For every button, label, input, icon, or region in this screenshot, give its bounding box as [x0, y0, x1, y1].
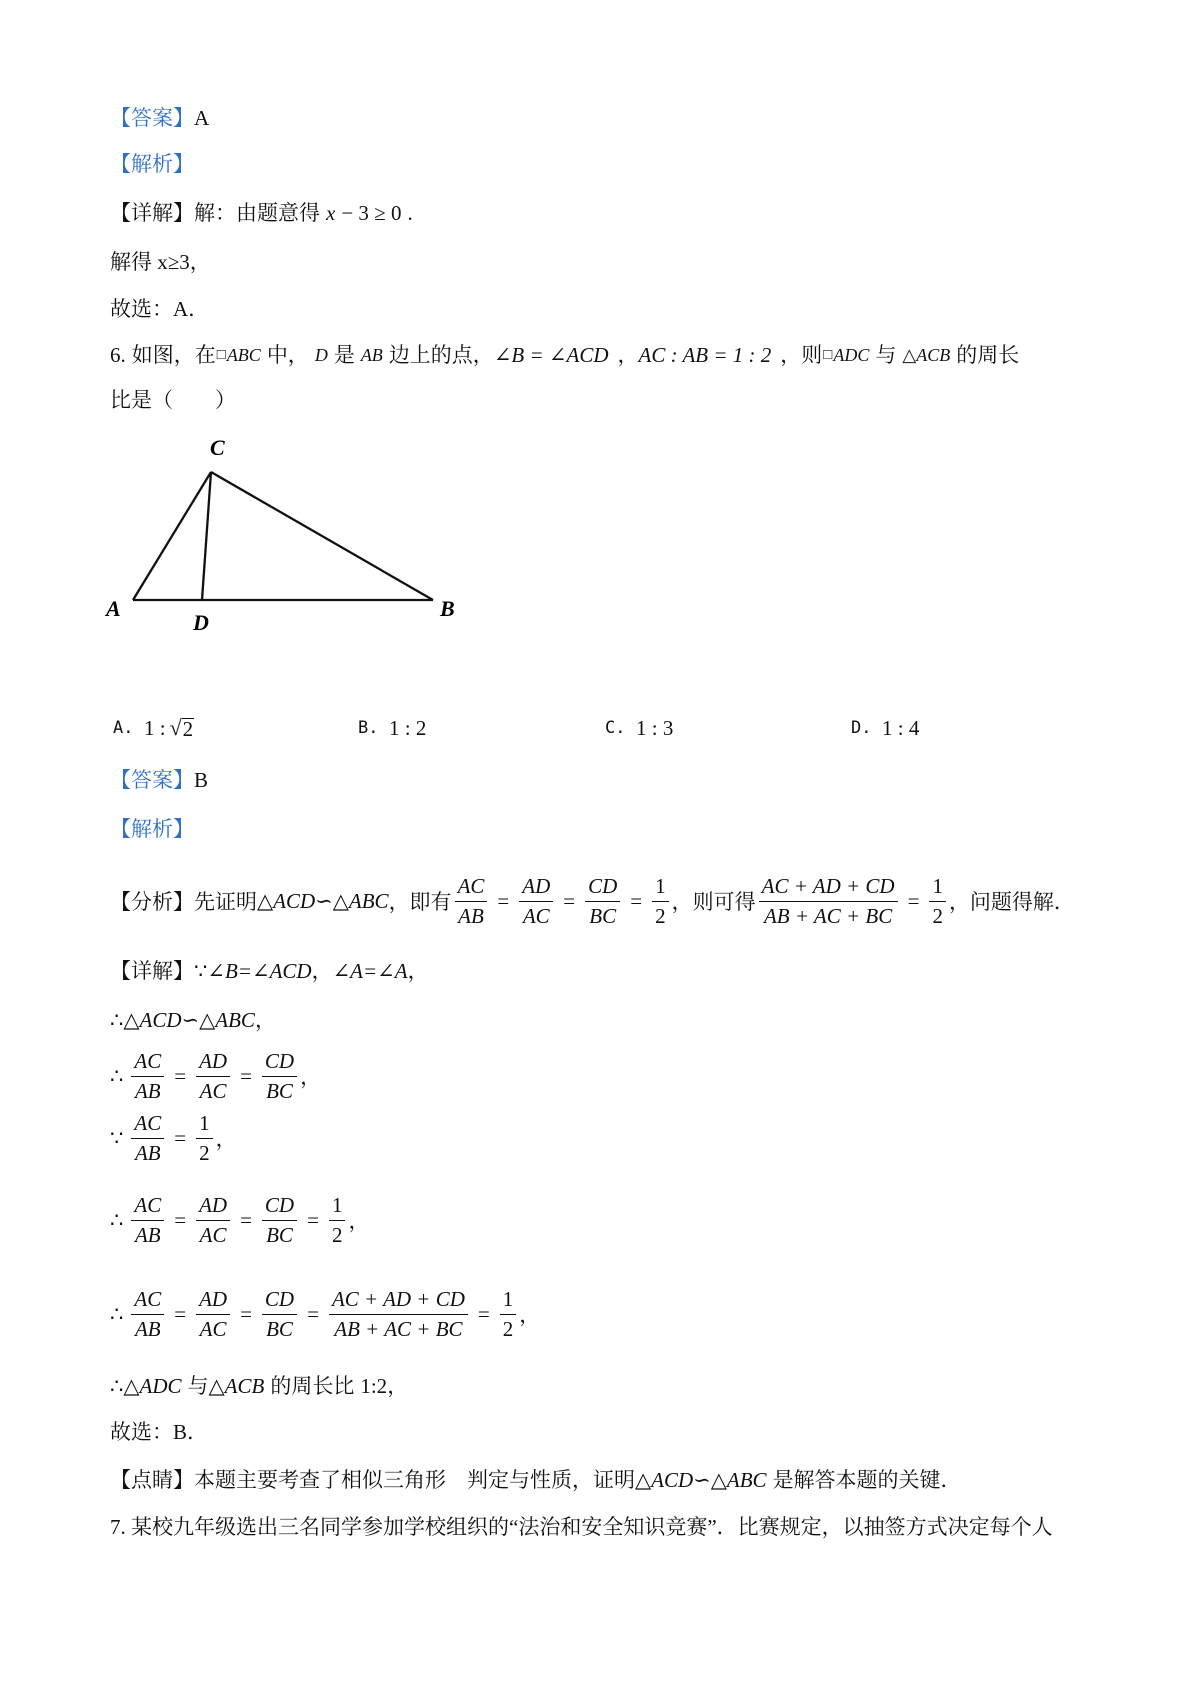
fenxi-tag: 【分析】 [110, 890, 194, 914]
sentence-end: . [407, 201, 413, 225]
fraction [455, 874, 488, 927]
radical-sign: √ [169, 715, 182, 740]
because-symbol: ∵ [194, 959, 208, 983]
q6-fenxi-line [110, 870, 1075, 932]
q6-stem-line [110, 339, 1019, 371]
q6-choice-line [110, 1416, 208, 1448]
option-value: 1 : 4 [882, 715, 920, 740]
fraction [196, 1287, 230, 1340]
separator: ， [254, 1008, 276, 1032]
vertex-label-a: A [106, 596, 121, 621]
fenxi-text: ，即有 [388, 890, 452, 914]
fraction-denominator: 2 [331, 1222, 343, 1247]
fraction-denominator: 2 [502, 1316, 514, 1341]
separator: ， [519, 1303, 541, 1327]
q6-options [0, 712, 1200, 744]
equals-sign: = [477, 1301, 490, 1326]
equals-sign: = [307, 1301, 319, 1326]
stem-text: ，则 [780, 343, 823, 367]
separator: ， [311, 959, 333, 983]
dianjing-text: 本题主要考查了相似三角形 判定与性质，证明 [194, 1468, 635, 1492]
option-d [851, 712, 919, 744]
separator: ， [387, 1374, 409, 1398]
fraction [196, 1049, 230, 1102]
vertex-label-d: D [193, 610, 209, 635]
equals-sign: = [240, 1063, 252, 1088]
q5-answer-line [110, 102, 209, 134]
therefore-symbol: ∴ [110, 1301, 124, 1326]
equals-sign: = [174, 1063, 187, 1088]
q5-detail-line [110, 197, 413, 229]
triangle-name: ABC [226, 345, 261, 365]
conclusion-text: 与 [187, 1374, 209, 1398]
fenxi-text: ，则可得 [671, 890, 756, 914]
option-letter: C. [605, 718, 626, 738]
vertex-label-c: C [210, 435, 225, 460]
perimeter-ratio: 1:2 [360, 1374, 388, 1398]
fraction-denominator: BC [266, 1078, 293, 1103]
option-value: 1 : [144, 715, 166, 740]
detail-tag: 【详解】 [110, 959, 194, 983]
equals-sign: = [563, 888, 576, 913]
therefore-symbol: ∴ [110, 1008, 124, 1032]
option-b [358, 712, 426, 744]
choice-text: 故选：A． [110, 297, 210, 321]
separator: ， [348, 1209, 370, 1233]
fraction [329, 1193, 346, 1246]
equals-sign: = [240, 1301, 252, 1326]
fraction [131, 1049, 164, 1102]
fraction-numerator: CD [585, 874, 620, 901]
fraction-denominator: 2 [655, 903, 666, 928]
solve-text: 解得 x≥3， [110, 250, 211, 274]
fraction [196, 1111, 213, 1164]
side-cb [211, 472, 433, 600]
triangle-name: △ACB [902, 345, 951, 365]
missing-glyph-box: □ [216, 347, 226, 363]
radicand: 2 [182, 716, 194, 741]
fraction-numerator: AC [131, 1287, 164, 1314]
analysis-tag: 【解析】 [110, 817, 194, 841]
option-value: 1 : 2 [389, 715, 427, 740]
stem-text: 边上的点， [388, 343, 494, 367]
fraction [131, 1193, 164, 1246]
condition: ∠A=∠A [332, 959, 408, 983]
fraction-numerator: CD [262, 1049, 297, 1076]
step-conclusion [110, 1370, 408, 1402]
option-value: 1 : 3 [636, 715, 674, 740]
option-letter: D. [851, 718, 872, 738]
similarity-statement: △ACD∽△ABC [123, 1008, 255, 1032]
q6-detail-line [110, 955, 429, 987]
separator: ， [215, 1127, 237, 1151]
stem-text: ， [617, 343, 639, 367]
fraction-numerator: AD [196, 1287, 230, 1314]
because-symbol: ∵ [110, 1125, 124, 1150]
segment-name: AB [360, 345, 383, 365]
option-c [605, 712, 673, 744]
triangle-name: △ACB [208, 1374, 265, 1398]
fraction-denominator: AB [134, 1140, 161, 1165]
angle-equation: ∠B = ∠ACD [493, 343, 609, 367]
triangle-figure [100, 420, 470, 635]
step-similar [110, 1004, 276, 1036]
fraction-denominator: 2 [199, 1140, 210, 1165]
therefore-symbol: ∴ [110, 1063, 124, 1088]
fraction-numerator: AC [455, 874, 488, 901]
separator: ， [300, 1065, 322, 1089]
answer-tag: 【答案】 [110, 768, 194, 792]
option-letter: A. [113, 718, 134, 738]
fraction-numerator: 1 [329, 1193, 346, 1220]
fraction [262, 1049, 297, 1102]
condition: ∠B=∠ACD [207, 959, 312, 983]
fraction-denominator: AC [522, 903, 550, 928]
question-number: 6. [110, 343, 126, 367]
fraction [652, 874, 669, 927]
fraction-numerator: 1 [196, 1111, 213, 1138]
fraction-numerator: 1 [652, 874, 669, 901]
q7-stem-line [110, 1511, 1053, 1543]
q7-text: 7. 某校九年级选出三名同学参加学校组织的“法治和安全知识竞赛”．比赛规定，以抽签方式决定每个人 [110, 1515, 1053, 1539]
fraction-numerator: AC [131, 1049, 164, 1076]
side-ca [133, 472, 211, 600]
therefore-symbol: ∴ [110, 1374, 124, 1398]
step-given [110, 1107, 237, 1169]
fraction-denominator: BC [266, 1316, 293, 1341]
equals-sign: = [174, 1125, 187, 1150]
ratio-equation: AC : AB = 1 : 2 [638, 343, 772, 367]
fraction [262, 1287, 297, 1340]
q6-answer-line [110, 764, 208, 796]
fraction-numerator: CD [262, 1193, 297, 1220]
option-a [113, 712, 194, 744]
fraction-denominator: AB [134, 1316, 161, 1341]
fenxi-text: 先证明 [194, 890, 257, 914]
analysis-tag: 【解析】 [110, 152, 194, 176]
step-ratios [110, 1045, 321, 1107]
fraction-numerator: AC + AD + CD [759, 874, 898, 901]
fraction-numerator: AD [196, 1193, 230, 1220]
q5-analysis-line [110, 148, 194, 180]
triangle-name: △ADC [123, 1374, 182, 1398]
q6-dianjing-line [110, 1464, 962, 1496]
fraction-denominator: 2 [932, 903, 943, 928]
equals-sign: = [307, 1207, 319, 1232]
equals-sign: = [240, 1207, 252, 1232]
fraction [929, 874, 946, 927]
fraction-numerator: AC [131, 1193, 164, 1220]
equals-sign: = [174, 1301, 187, 1326]
separator: ， [407, 959, 429, 983]
fraction-denominator: AC [199, 1316, 227, 1341]
fraction-numerator: AD [519, 874, 553, 901]
fraction [196, 1193, 230, 1246]
fraction [519, 874, 553, 927]
fraction-numerator: AC [131, 1111, 164, 1138]
fraction-numerator: 1 [500, 1287, 517, 1314]
fraction [131, 1111, 164, 1164]
equals-sign: = [497, 888, 510, 913]
stem-text: 中， [266, 343, 309, 367]
fraction-denominator: AC [199, 1078, 227, 1103]
similarity-statement: △ACD∽△ABC [635, 1468, 767, 1492]
fraction-denominator: BC [589, 903, 617, 928]
step-sum-ratio [110, 1283, 540, 1345]
stem-text: 的周长 [956, 343, 1020, 367]
therefore-symbol: ∴ [110, 1207, 124, 1232]
triangle-name: ADC [833, 345, 870, 365]
equals-sign: = [907, 888, 920, 913]
detail-tag: 【详解】 [110, 201, 194, 225]
stem-text: 比是（ ） [110, 388, 236, 412]
dianjing-tag: 【点睛】 [110, 1468, 194, 1492]
fraction [500, 1287, 517, 1340]
fraction-denominator: AB [134, 1222, 161, 1247]
fraction-denominator: AB [458, 903, 484, 928]
fraction-numerator: CD [262, 1287, 297, 1314]
fraction-denominator: BC [266, 1222, 293, 1247]
fraction-numerator: AC + AD + CD [329, 1287, 468, 1314]
answer-value: B [194, 768, 209, 792]
step-ratios-half [110, 1189, 369, 1251]
fraction [329, 1287, 468, 1340]
fraction [759, 874, 898, 927]
math-expression: − 3 ≥ 0 [341, 201, 402, 225]
dianjing-text: 是解答本题的关键． [772, 1468, 962, 1492]
math-variable: x [326, 201, 336, 225]
q5-solve-line [110, 246, 211, 278]
equals-sign: = [630, 888, 643, 913]
equals-sign: = [174, 1207, 187, 1232]
fraction-denominator: AB [134, 1078, 161, 1103]
similarity-statement: △ACD∽△ABC [257, 888, 389, 913]
answer-value: A [194, 106, 210, 130]
stem-text: 与 [875, 343, 897, 367]
fraction [131, 1287, 164, 1340]
fraction-numerator: AD [196, 1049, 230, 1076]
fraction [585, 874, 620, 927]
fraction-denominator: AB + AC + BC [763, 903, 893, 928]
option-letter: B. [358, 718, 379, 738]
missing-glyph-box: □ [823, 347, 833, 363]
q6-analysis-line [110, 813, 194, 845]
detail-text: 解：由题意得 [194, 201, 320, 225]
q5-choice-line [110, 293, 209, 325]
fraction-denominator: AC [199, 1222, 227, 1247]
fraction-numerator: 1 [929, 874, 946, 901]
point-name: D [314, 345, 328, 365]
fenxi-text: ，问题得解． [948, 890, 1075, 914]
fraction-denominator: AB + AC + BC [334, 1316, 463, 1341]
q6-stem-line2 [110, 384, 236, 416]
segment-cd [202, 472, 211, 600]
answer-tag: 【答案】 [110, 106, 194, 130]
vertex-label-b: B [440, 596, 455, 621]
conclusion-text: 的周长比 [270, 1374, 355, 1398]
fraction [262, 1193, 297, 1246]
stem-text: 如图，在 [131, 343, 216, 367]
stem-text: 是 [333, 343, 355, 367]
choice-text: 故选：B． [110, 1420, 209, 1444]
